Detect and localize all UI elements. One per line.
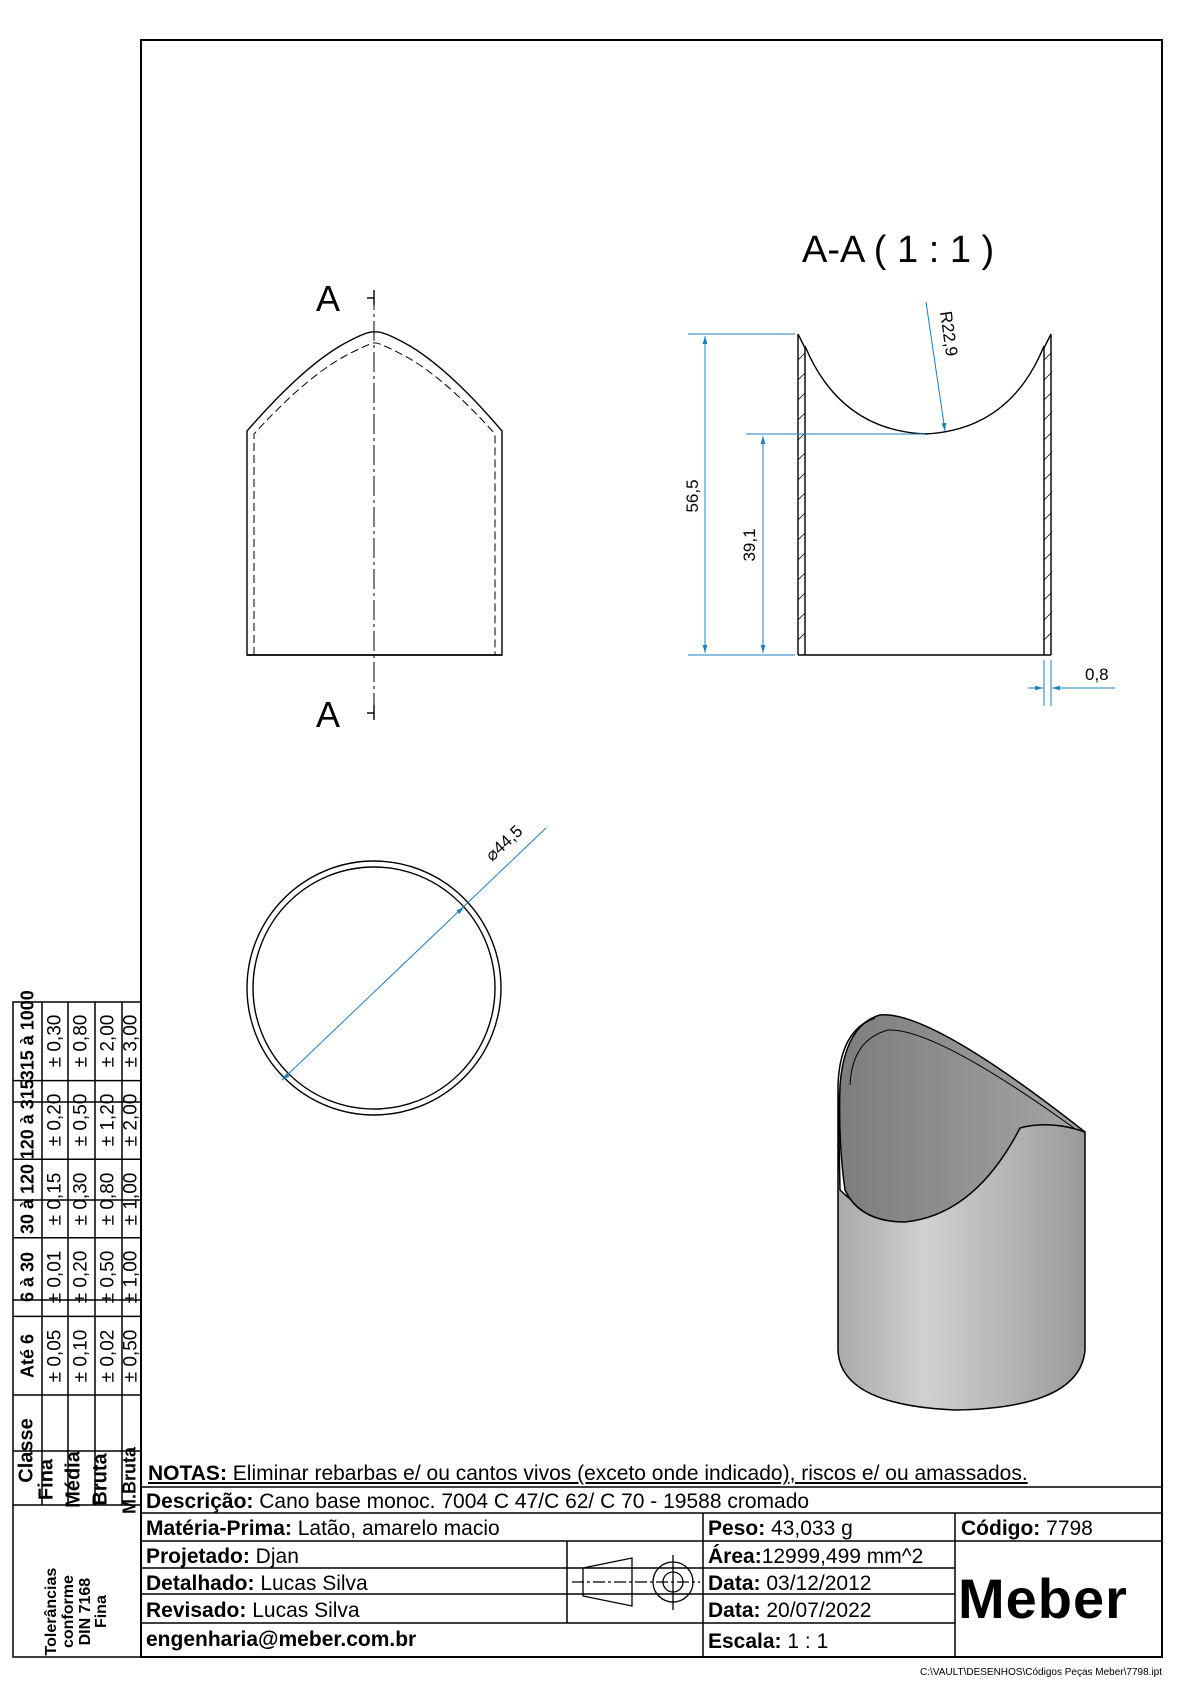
projection-symbol: [572, 1555, 700, 1610]
materia-value: Latão, amarelo macio: [291, 1517, 500, 1540]
tolerance-title-line: Tolerâncias: [42, 1567, 60, 1656]
tolerance-value: ± 0,01: [43, 1250, 65, 1304]
revisado-value: Lucas Silva: [246, 1599, 360, 1622]
email: [146, 1629, 416, 1650]
revisado-label: Revisado:: [146, 1599, 247, 1622]
descricao: [146, 1491, 809, 1512]
tolerance-title-line: Fina: [93, 1595, 111, 1629]
tolerance-value: ± 2,00: [97, 1014, 119, 1068]
dim-radius: R22,9: [936, 309, 962, 358]
tolerance-value: ± 1,00: [120, 1250, 142, 1304]
tolerance-value: ± 0,80: [70, 1014, 92, 1068]
data1-value: 03/12/2012: [760, 1572, 872, 1595]
materia-prima: [146, 1518, 500, 1539]
area-value: 12999,499 mm^2: [761, 1545, 924, 1568]
materia-label: Matéria-Prima:: [146, 1517, 292, 1540]
tolerance-range-label: 315 à 1000: [17, 990, 38, 1081]
tolerance-title-line: DIN 7168: [76, 1577, 94, 1646]
email-value: engenharia@meber.com.br: [146, 1628, 417, 1651]
tolerance-value: ± 0,50: [97, 1250, 119, 1304]
dim-wall: 0,8: [1085, 665, 1109, 684]
tolerance-title: [44, 1524, 111, 1699]
tolerance-value: ± 1,20: [97, 1093, 119, 1147]
diameter-dimension: [282, 828, 546, 1080]
tolerance-value: ± 0,30: [70, 1172, 92, 1225]
tolerance-title-line: conforme: [59, 1575, 77, 1649]
data2-value: 20/07/2022: [760, 1599, 872, 1622]
projetado-value: Djan: [249, 1545, 299, 1568]
isometric-view: [838, 1015, 1085, 1410]
tolerance-value: ± 0,80: [97, 1172, 119, 1225]
tolerance-value: ± 0,05: [43, 1329, 65, 1383]
codigo-label: Código:: [961, 1517, 1041, 1540]
tolerance-range-label: 6 à 30: [17, 1252, 38, 1303]
notes-label: NOTAS:: [148, 1462, 227, 1485]
tolerance-range-label: 120 à 315: [17, 1079, 38, 1160]
tolerance-header-classe: Classe: [15, 1418, 38, 1483]
projetado: [146, 1546, 299, 1567]
sheet-border: [141, 40, 1162, 1657]
tolerance-value: ± 0,02: [97, 1329, 119, 1383]
section-marker-bottom: A: [316, 694, 341, 735]
descricao-value: Cano base monoc. 7004 C 47/C 62/ C 70 - 19588 cromado: [253, 1490, 810, 1513]
section-view: [798, 334, 1051, 655]
tolerance-range-label: 30 à 120: [17, 1163, 38, 1234]
detalhado-value: Lucas Silva: [254, 1572, 368, 1595]
revisado: [146, 1600, 360, 1621]
tolerance-value: ± 0,50: [70, 1093, 92, 1147]
tolerance-value: ± 0,20: [70, 1250, 92, 1304]
tolerance-value: ± 0,10: [70, 1329, 92, 1383]
area-label: Área:: [708, 1545, 762, 1568]
escala-value: 1 : 1: [781, 1630, 829, 1653]
tolerance-class-bruta: Bruta: [89, 1453, 112, 1506]
data-criacao: [708, 1573, 871, 1594]
descricao-label: Descrição:: [146, 1490, 254, 1513]
tolerance-value: ± 2,00: [120, 1093, 142, 1147]
file-path: C:\VAULT\DESENHOS\Códigos Peças Meber\7798.ipt: [920, 1667, 1162, 1678]
escala: [708, 1631, 828, 1652]
dim-diameter: ⌀44,5: [481, 821, 527, 865]
notes-text: Eliminar rebarbas e/ ou cantos vivos (exceto onde indicado), riscos e/ ou amassados.: [226, 1462, 1028, 1485]
front-view: [247, 290, 502, 720]
section-marker-top: A: [316, 278, 341, 319]
dim-height-lower: 39,1: [740, 528, 759, 562]
section-title: A-A ( 1 : 1 ): [802, 229, 995, 271]
tolerance-class-mbruta: M.Bruta: [119, 1447, 140, 1514]
detalhado: [146, 1573, 368, 1594]
dim-height-total: 56,5: [683, 479, 702, 513]
tolerance-value: ± 1,00: [120, 1172, 142, 1225]
data2-label: Data:: [708, 1599, 761, 1622]
peso: [708, 1518, 853, 1539]
tolerance-value: ± 0,15: [43, 1172, 65, 1225]
company-logo: Meber: [958, 1567, 1128, 1630]
data-revisao: [708, 1600, 871, 1621]
tolerance-value: ± 3,00: [120, 1014, 142, 1068]
notes: [148, 1462, 1028, 1486]
tolerance-class-media: Média: [62, 1451, 85, 1508]
tolerance-class-fina: Fina: [35, 1458, 58, 1501]
tolerance-range-label: Até 6: [17, 1333, 38, 1378]
tolerance-value: ± 0,20: [43, 1093, 65, 1147]
detalhado-label: Detalhado:: [146, 1572, 255, 1595]
area: [708, 1546, 923, 1567]
peso-value: 43,033 g: [765, 1517, 853, 1540]
data1-label: Data:: [708, 1572, 761, 1595]
peso-label: Peso:: [708, 1517, 766, 1540]
tolerance-value: ± 0,30: [43, 1014, 65, 1068]
projetado-label: Projetado:: [146, 1545, 250, 1568]
codigo: [961, 1518, 1093, 1539]
escala-label: Escala:: [708, 1630, 782, 1653]
codigo-value: 7798: [1040, 1517, 1093, 1540]
tolerance-value: ± 0,50: [120, 1329, 142, 1383]
